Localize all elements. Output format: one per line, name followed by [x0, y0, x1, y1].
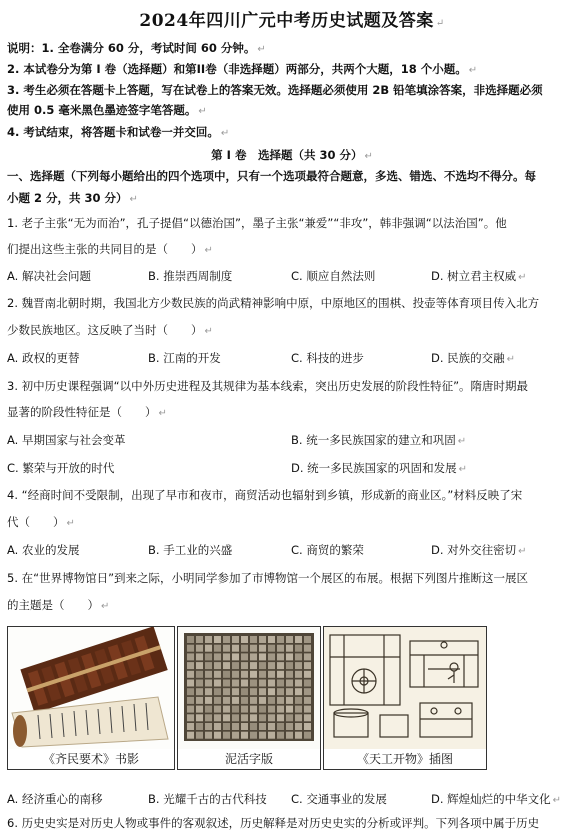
type-block — [277, 680, 284, 687]
type-block — [214, 645, 221, 652]
type-block — [277, 645, 284, 652]
type-block — [268, 723, 275, 730]
type-block — [196, 662, 203, 669]
question-2-line-2: 少数民族地区。这反映了当时（ ） ↵ — [7, 323, 213, 337]
question-2-line-1: 2. 魏晋南北朝时期，我国北方少数民族的尚武精神影响中原，中原地区的围棋、投壶等体育项目传入北方 — [7, 296, 540, 310]
type-block — [250, 645, 257, 652]
type-block — [196, 680, 203, 687]
question-6-line-1: 6. 历史史实是对历史人物或事件的客观叙述，历史解释是对历史史实的分析或评判。下列各项中属于历史 — [7, 816, 540, 830]
type-block — [295, 723, 302, 730]
type-block — [295, 653, 302, 660]
type-block — [259, 732, 266, 739]
type-block — [286, 671, 293, 678]
type-block — [277, 636, 284, 643]
type-block — [205, 714, 212, 721]
type-block — [250, 662, 257, 669]
type-block — [196, 688, 203, 695]
question-1-line-1: 1. 老子主张“无为而治”，孔子提倡“以德治国”，墨子主张“兼爱”“非攻”，韩非强调“以法治国”。他 — [7, 216, 507, 230]
type-block — [295, 671, 302, 678]
type-block — [268, 662, 275, 669]
type-block — [223, 732, 230, 739]
type-block — [232, 706, 239, 713]
type-block — [214, 706, 221, 713]
type-block — [196, 706, 203, 713]
type-block — [268, 671, 275, 678]
type-block — [268, 645, 275, 652]
type-block — [259, 645, 266, 652]
type-block — [214, 732, 221, 739]
type-block — [232, 653, 239, 660]
type-block — [277, 671, 284, 678]
type-block — [241, 697, 248, 704]
type-block — [304, 714, 311, 721]
type-block — [286, 645, 293, 652]
type-block — [223, 688, 230, 695]
type-block — [241, 688, 248, 695]
type-block — [304, 653, 311, 660]
question-4-line-2: 代（ ） ↵ — [7, 515, 75, 529]
type-block — [187, 671, 194, 678]
type-block — [277, 723, 284, 730]
type-block — [304, 706, 311, 713]
type-block — [286, 706, 293, 713]
type-block — [214, 680, 221, 687]
image-caption-3: 《天工开物》插图 — [356, 752, 453, 766]
type-block — [250, 636, 257, 643]
movable-type-grid — [178, 627, 320, 749]
type-block — [304, 671, 311, 678]
q5-option-d: D. 辉煌灿烂的中华文化 ↵ — [431, 792, 562, 806]
q4-option-d: D. 对外交往密切 ↵ — [431, 543, 527, 557]
type-block — [250, 732, 257, 739]
instruction-line-1: 一、选择题（下列每小题给出的四个选项中，只有一个选项最符合题意，多选、错选、不选均不得分。每 — [7, 169, 536, 183]
type-block — [196, 671, 203, 678]
type-block — [214, 653, 221, 660]
type-block — [286, 714, 293, 721]
type-block — [250, 714, 257, 721]
q1-option-c: C. 顺应自然法则 — [291, 269, 376, 283]
type-block — [295, 714, 302, 721]
type-block — [196, 645, 203, 652]
type-block — [268, 706, 275, 713]
type-block — [259, 706, 266, 713]
type-block — [259, 653, 266, 660]
qimin-yaoshu-image — [7, 626, 175, 770]
question-5-images — [7, 626, 485, 768]
type-block — [241, 680, 248, 687]
type-block — [214, 662, 221, 669]
type-block — [187, 723, 194, 730]
type-block — [214, 697, 221, 704]
type-block — [295, 680, 302, 687]
type-block — [232, 732, 239, 739]
type-block — [286, 697, 293, 704]
type-block — [268, 636, 275, 643]
type-block — [286, 653, 293, 660]
question-3-line-2: 显著的阶段性特征是（ ） ↵ — [7, 405, 167, 419]
type-block — [295, 688, 302, 695]
q3-option-a: A. 早期国家与社会变革 — [7, 433, 126, 447]
type-block — [277, 662, 284, 669]
q3-option-b: B. 统一多民族国家的建立和巩固 ↵ — [291, 433, 467, 447]
type-block — [223, 723, 230, 730]
q3-option-d: D. 统一多民族国家的巩固和发展 ↵ — [291, 461, 468, 475]
note-line-1: 说明：1. 全卷满分 60 分，考试时间 60 分钟。 ↵ — [7, 41, 266, 55]
type-block — [286, 662, 293, 669]
type-block — [250, 697, 257, 704]
workshop-illustration — [324, 627, 486, 749]
type-block — [268, 653, 275, 660]
type-block — [232, 671, 239, 678]
q4-option-b: B. 手工业的兴盛 — [148, 543, 233, 557]
type-block — [304, 662, 311, 669]
type-block — [187, 714, 194, 721]
type-block — [187, 732, 194, 739]
type-block — [304, 645, 311, 652]
type-block — [196, 697, 203, 704]
type-block — [214, 671, 221, 678]
question-4-line-1: 4. “经商时间不受限制，出现了早市和夜市，商贸活动也辐射到乡镇，形成新的商业区。”材料反映了宋 — [7, 488, 523, 502]
type-block — [250, 671, 257, 678]
type-block — [187, 662, 194, 669]
bamboo-scroll-illustration — [8, 627, 174, 749]
type-block — [259, 714, 266, 721]
instruction-line-2: 小题 2 分，共 30 分） ↵ — [7, 191, 138, 205]
q5-option-b: B. 光耀千古的古代科技 — [148, 792, 267, 806]
type-block — [304, 688, 311, 695]
type-block — [241, 671, 248, 678]
type-block — [196, 732, 203, 739]
type-block — [295, 697, 302, 704]
type-block — [304, 636, 311, 643]
q3-option-c: C. 繁荣与开放的时代 — [7, 461, 115, 475]
type-block — [304, 732, 311, 739]
type-block — [241, 636, 248, 643]
image-caption-2: 泥活字版 — [224, 752, 273, 766]
type-block — [277, 653, 284, 660]
type-block — [250, 706, 257, 713]
type-block — [232, 645, 239, 652]
type-block — [259, 662, 266, 669]
type-block — [286, 732, 293, 739]
q5-option-c: C. 交通事业的发展 — [291, 792, 387, 806]
type-block — [214, 714, 221, 721]
type-block — [268, 697, 275, 704]
clay-type-image — [177, 626, 321, 770]
type-block — [205, 680, 212, 687]
type-block — [187, 653, 194, 660]
type-block — [241, 732, 248, 739]
type-block — [205, 706, 212, 713]
type-block — [241, 645, 248, 652]
type-block — [214, 688, 221, 695]
type-block — [232, 723, 239, 730]
type-block — [196, 723, 203, 730]
type-block — [259, 671, 266, 678]
type-block — [277, 714, 284, 721]
type-block — [259, 636, 266, 643]
section-title: 第 I 卷 选择题（共 30 分） ↵ — [211, 148, 373, 162]
type-block — [241, 714, 248, 721]
type-block — [259, 723, 266, 730]
type-block — [214, 723, 221, 730]
type-block — [250, 723, 257, 730]
type-block — [277, 732, 284, 739]
type-block — [223, 697, 230, 704]
type-block — [241, 653, 248, 660]
type-block — [205, 662, 212, 669]
type-block — [223, 680, 230, 687]
type-block — [250, 680, 257, 687]
type-block — [223, 636, 230, 643]
type-block — [268, 680, 275, 687]
type-block — [250, 653, 257, 660]
type-block — [232, 636, 239, 643]
type-block — [304, 723, 311, 730]
type-block — [304, 680, 311, 687]
type-block — [187, 688, 194, 695]
type-block — [223, 662, 230, 669]
type-block — [304, 697, 311, 704]
type-block — [223, 653, 230, 660]
note-line-4: 4. 考试结束，将答题卡和试卷一并交回。 ↵ — [7, 125, 230, 139]
type-block — [295, 732, 302, 739]
type-block — [286, 636, 293, 643]
type-block — [268, 714, 275, 721]
type-block — [232, 680, 239, 687]
note-line-3-cont: 使用 0.5 毫米黑色墨迹签字笔答题。 ↵ — [7, 103, 207, 117]
type-block — [232, 688, 239, 695]
type-block — [277, 706, 284, 713]
type-block — [241, 723, 248, 730]
type-block — [205, 732, 212, 739]
type-block — [196, 653, 203, 660]
type-block — [187, 645, 194, 652]
q1-option-d: D. 树立君主权威 ↵ — [431, 269, 527, 283]
type-block — [205, 636, 212, 643]
type-block — [241, 662, 248, 669]
question-1-line-2: 们提出这些主张的共同目的是（ ） ↵ — [7, 242, 213, 256]
type-block — [295, 636, 302, 643]
q2-option-d: D. 民族的交融 ↵ — [431, 351, 516, 365]
note-line-2: 2. 本试卷分为第 I 卷（选择题）和第II卷（非选择题）两部分，共两个大题，18 个小题。 ↵ — [7, 62, 478, 76]
type-block — [223, 671, 230, 678]
type-block — [214, 636, 221, 643]
type-block — [259, 688, 266, 695]
type-block — [223, 645, 230, 652]
type-block — [286, 723, 293, 730]
type-block — [187, 706, 194, 713]
type-block — [187, 697, 194, 704]
type-block — [205, 688, 212, 695]
q5-option-a: A. 经济重心的南移 — [7, 792, 103, 806]
q4-option-a: A. 农业的发展 — [7, 543, 80, 557]
question-3-line-1: 3. 初中历史课程强调“以中外历史进程及其规律为基本线索，突出历史发展的阶段性特征”。隋唐时期最 — [7, 379, 529, 393]
type-block — [223, 706, 230, 713]
q4-option-c: C. 商贸的繁荣 — [291, 543, 364, 557]
page-title: 2024年四川广元中考历史试题及答案 ↵ — [139, 11, 445, 31]
type-block — [268, 732, 275, 739]
q2-option-c: C. 科技的进步 — [291, 351, 364, 365]
type-block — [205, 697, 212, 704]
type-block — [187, 636, 194, 643]
type-block — [241, 706, 248, 713]
q2-option-b: B. 江南的开发 — [148, 351, 221, 365]
question-5-line-1: 5. 在“世界博物馆日”到来之际，小明同学参加了市博物馆一个展区的布展。根据下列图片推断这一展区 — [7, 571, 529, 585]
type-block — [259, 680, 266, 687]
type-block — [223, 714, 230, 721]
type-block — [259, 697, 266, 704]
type-block — [286, 680, 293, 687]
type-block — [205, 645, 212, 652]
tiangong-kaiwu-image — [323, 626, 487, 770]
type-block — [196, 714, 203, 721]
type-block — [196, 636, 203, 643]
type-block — [232, 662, 239, 669]
type-block — [250, 688, 257, 695]
q1-option-a: A. 解决社会问题 — [7, 269, 91, 283]
type-block — [187, 680, 194, 687]
type-block — [232, 714, 239, 721]
type-block — [232, 697, 239, 704]
q2-option-a: A. 政权的更替 — [7, 351, 80, 365]
type-block — [205, 653, 212, 660]
type-block — [286, 688, 293, 695]
type-block — [295, 706, 302, 713]
type-block — [295, 662, 302, 669]
note-line-3: 3. 考生必须在答题卡上答题，写在试卷上的答案无效。选择题必须使用 2B 铅笔填涂答案，非选择题必须 — [7, 83, 543, 97]
type-block — [277, 697, 284, 704]
type-block — [205, 723, 212, 730]
question-5-line-2: 的主题是（ ） ↵ — [7, 598, 110, 612]
type-block — [277, 688, 284, 695]
type-block — [268, 688, 275, 695]
type-block — [295, 645, 302, 652]
image-caption-1: 《齐民要术》书影 — [42, 752, 139, 766]
q1-option-b: B. 推崇西周制度 — [148, 269, 233, 283]
type-block — [205, 671, 212, 678]
